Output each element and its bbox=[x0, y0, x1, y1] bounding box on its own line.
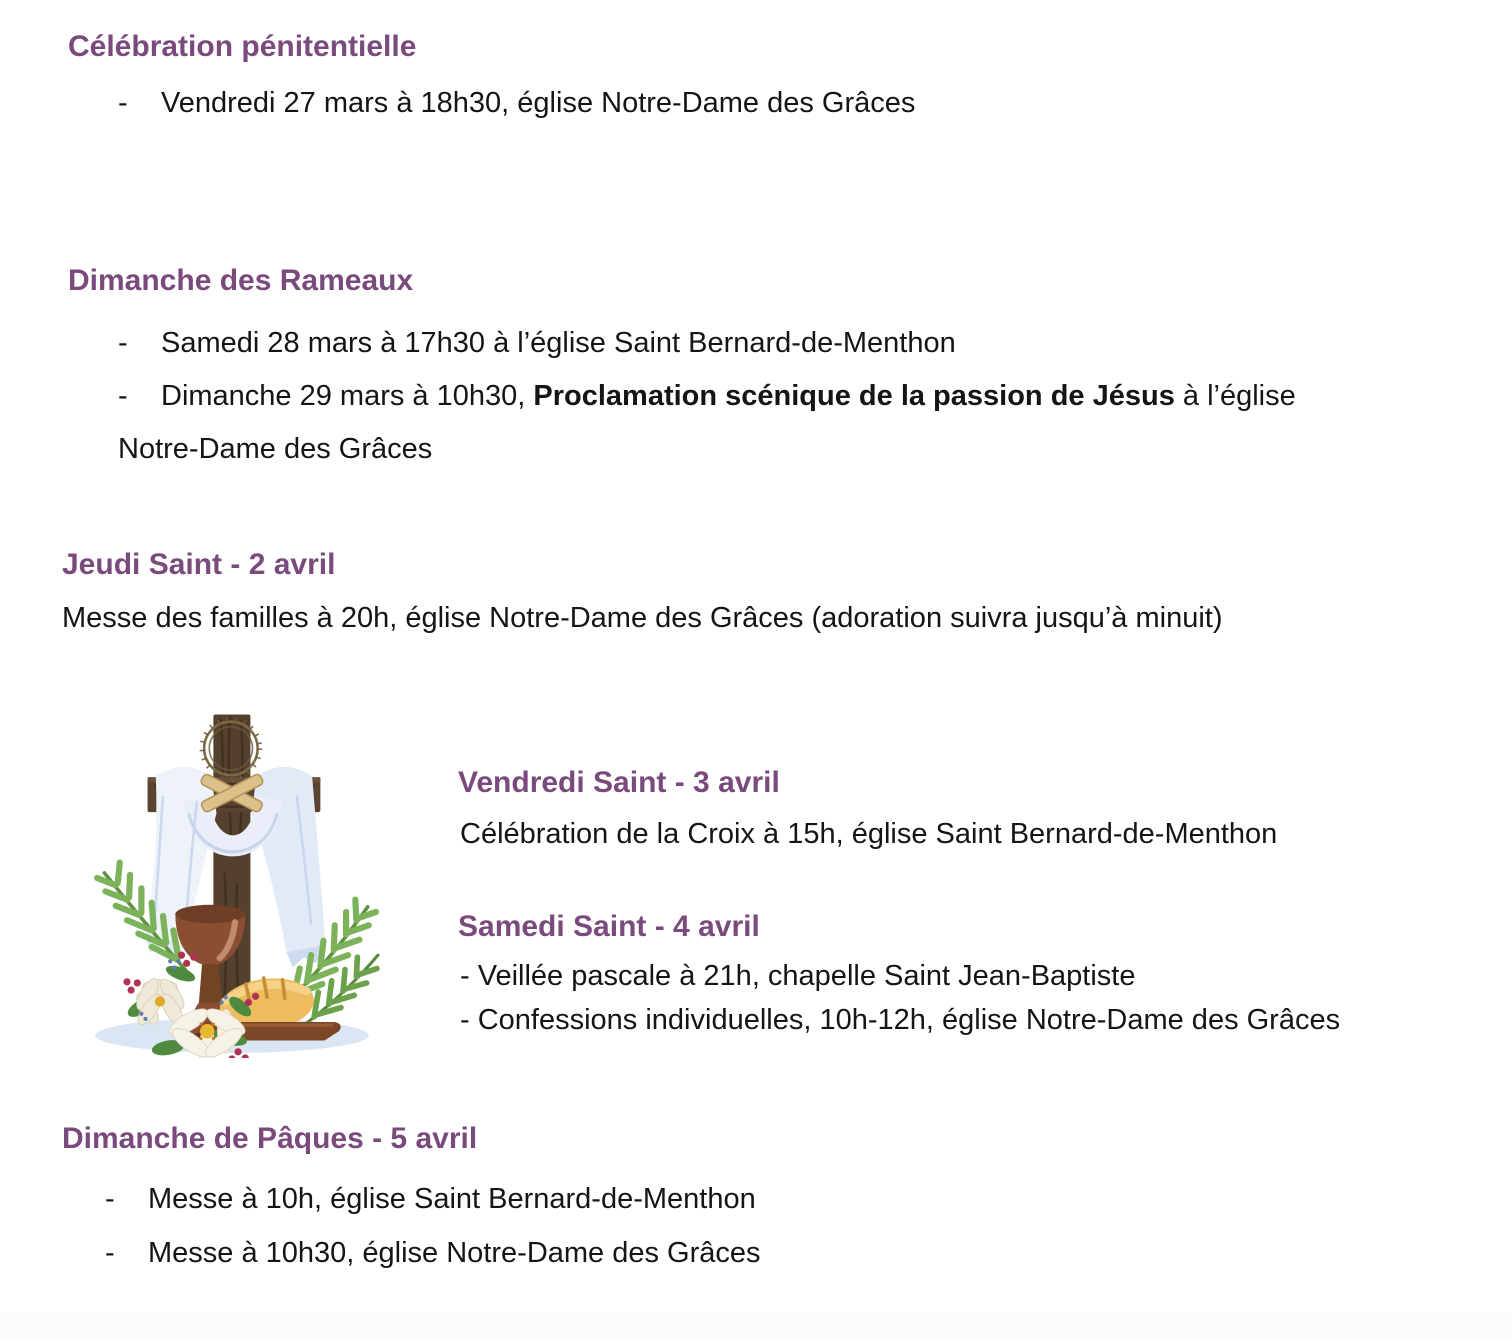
easter-cross-illustration bbox=[85, 698, 385, 1058]
bullet-dash: - bbox=[118, 87, 128, 119]
list-item bbox=[118, 86, 915, 120]
list-item-text: Messe à 10h30, église Notre-Dame des Grâces bbox=[148, 1237, 761, 1269]
item-text-continuation: Notre-Dame des Grâces bbox=[118, 433, 433, 465]
list-item bbox=[105, 1236, 761, 1270]
list-item-text bbox=[118, 380, 1296, 466]
list-item-text: Messe à 10h, église Saint Bernard-de-Menthon bbox=[148, 1183, 756, 1215]
section-heading-jeudi-saint: Jeudi Saint - 2 avril bbox=[62, 548, 336, 581]
jeudi-saint-body: Messe des familles à 20h, église Notre-Dame des Grâces (adoration suivra jusqu’à minuit) bbox=[62, 602, 1223, 634]
section-heading-rameaux: Dimanche des Rameaux bbox=[68, 264, 414, 297]
section-heading-penitentielle: Célébration pénitentielle bbox=[68, 30, 417, 63]
bullet-dash: - bbox=[118, 380, 128, 412]
list-item-text: Samedi 28 mars à 17h30 à l’église Saint Bernard-de-Menthon bbox=[161, 327, 956, 359]
section-heading-samedi-saint: Samedi Saint - 4 avril bbox=[458, 910, 760, 943]
list-item bbox=[105, 1182, 756, 1216]
bullet-dash: - bbox=[118, 327, 128, 359]
page-bottom-edge bbox=[0, 1313, 1512, 1340]
bullet-dash: - bbox=[105, 1183, 115, 1215]
section-heading-vendredi-saint: Vendredi Saint - 3 avril bbox=[458, 766, 780, 799]
list-item bbox=[118, 326, 956, 360]
list-item-text: Vendredi 27 mars à 18h30, église Notre-Dame des Grâces bbox=[161, 87, 916, 119]
samedi-saint-item-1: - Veillée pascale à 21h, chapelle Saint Jean-Baptiste bbox=[460, 960, 1136, 992]
bullet-dash: - bbox=[105, 1237, 115, 1269]
samedi-saint-item-2: - Confessions individuelles, 10h-12h, église Notre-Dame des Grâces bbox=[460, 1004, 1341, 1036]
list-item bbox=[118, 379, 1296, 466]
item-text-bold: Proclamation scénique de la passion de Jésus bbox=[533, 380, 1175, 412]
vendredi-saint-body: Célébration de la Croix à 15h, église Saint Bernard-de-Menthon bbox=[460, 818, 1278, 850]
item-text-suffix: à l’église bbox=[1174, 380, 1296, 412]
section-heading-paques: Dimanche de Pâques - 5 avril bbox=[62, 1122, 478, 1155]
item-text-prefix: Dimanche 29 mars à 10h30, bbox=[161, 380, 534, 412]
